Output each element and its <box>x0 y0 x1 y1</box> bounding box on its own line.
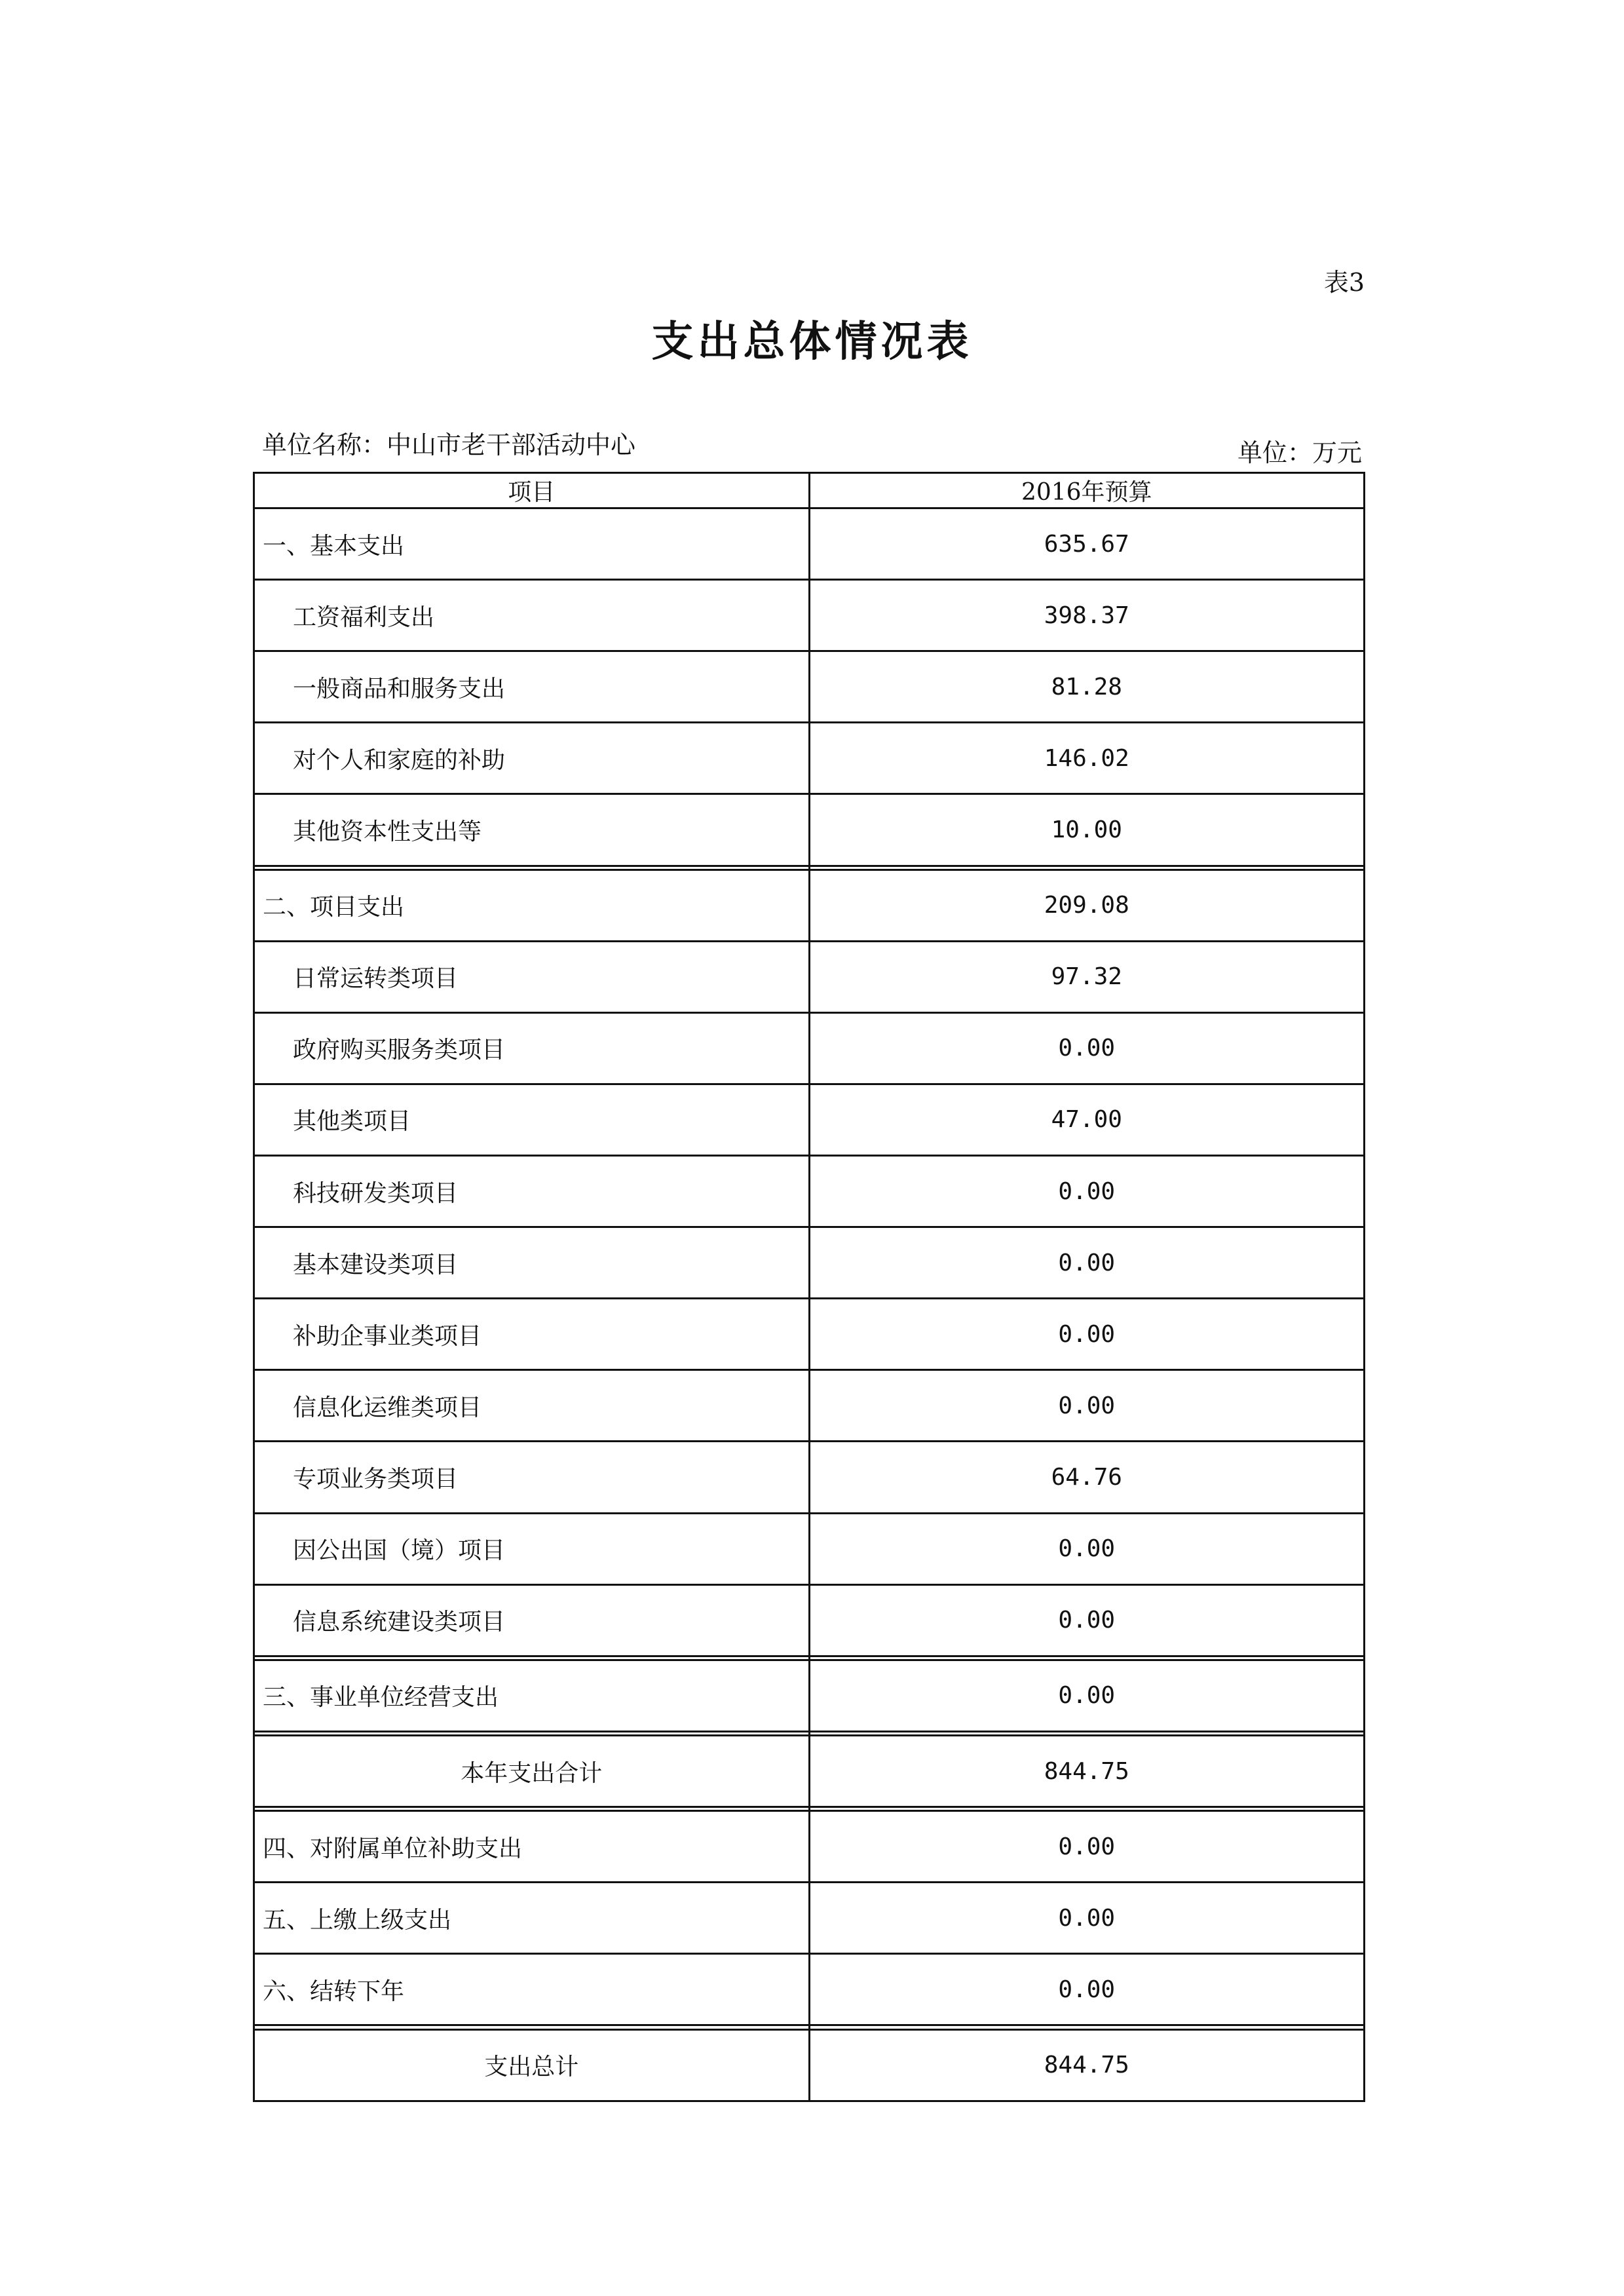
row-label: 其他类项目 <box>254 1084 810 1155</box>
row-label: 四、对附属单位补助支出 <box>254 1811 810 1883</box>
table-row <box>254 1227 1365 1299</box>
row-label: 二、项目支出 <box>254 870 810 941</box>
row-label: 信息化运维类项目 <box>254 1370 810 1442</box>
row-value: 0.00 <box>809 1584 1365 1656</box>
row-value: 209.08 <box>809 870 1365 941</box>
row-value: 0.00 <box>809 1513 1365 1584</box>
row-label: 基本建设类项目 <box>254 1227 810 1299</box>
table-row <box>254 2029 1365 2101</box>
row-value: 0.00 <box>809 1299 1365 1370</box>
table-row <box>254 723 1365 794</box>
row-value: 10.00 <box>809 794 1365 866</box>
row-label: 补助企事业类项目 <box>254 1299 810 1370</box>
table-row <box>254 1811 1365 1883</box>
row-value: 146.02 <box>809 723 1365 794</box>
table-row <box>254 580 1365 651</box>
table-row <box>254 794 1365 866</box>
row-label: 科技研发类项目 <box>254 1156 810 1227</box>
column-header-item: 项目 <box>254 473 810 508</box>
expenditure-table <box>253 472 1365 2102</box>
row-label: 三、事业单位经营支出 <box>254 1660 810 1731</box>
table-header-row <box>254 473 1365 508</box>
table-row <box>254 1660 1365 1731</box>
row-label: 六、结转下年 <box>254 1954 810 2025</box>
row-label: 因公出国（境）项目 <box>254 1513 810 1584</box>
table-row <box>254 1442 1365 1513</box>
table-row <box>254 1736 1365 1807</box>
page-title: 支出总体情况表 <box>651 317 973 366</box>
row-value: 97.32 <box>809 941 1365 1012</box>
table-row <box>254 651 1365 723</box>
row-label: 支出总计 <box>254 2029 810 2101</box>
table-row <box>254 941 1365 1012</box>
table-row <box>254 1513 1365 1584</box>
unit-name: 单位名称：中山市老干部活动中心 <box>262 430 636 459</box>
table-row <box>254 1012 1365 1084</box>
table-row <box>254 1299 1365 1370</box>
row-value: 0.00 <box>809 1883 1365 1954</box>
table-row <box>254 870 1365 941</box>
table-row <box>254 1954 1365 2025</box>
row-label: 专项业务类项目 <box>254 1442 810 1513</box>
table-number: 表3 <box>1323 268 1365 297</box>
table-row <box>254 1584 1365 1656</box>
table-row <box>254 1883 1365 1954</box>
row-value: 844.75 <box>809 1736 1365 1807</box>
row-label: 一、基本支出 <box>254 508 810 580</box>
row-label: 日常运转类项目 <box>254 941 810 1012</box>
row-label: 本年支出合计 <box>254 1736 810 1807</box>
row-value: 635.67 <box>809 508 1365 580</box>
row-label: 工资福利支出 <box>254 580 810 651</box>
row-value: 47.00 <box>809 1084 1365 1155</box>
row-value: 0.00 <box>809 1811 1365 1883</box>
row-value: 0.00 <box>809 1227 1365 1299</box>
row-label: 政府购买服务类项目 <box>254 1012 810 1084</box>
row-value: 398.37 <box>809 580 1365 651</box>
row-value: 0.00 <box>809 1660 1365 1731</box>
table-row <box>254 1084 1365 1155</box>
row-label: 信息系统建设类项目 <box>254 1584 810 1656</box>
table-row <box>254 1156 1365 1227</box>
table-row <box>254 1370 1365 1442</box>
row-label: 五、上缴上级支出 <box>254 1883 810 1954</box>
row-value: 0.00 <box>809 1954 1365 2025</box>
table-body <box>254 508 1365 2101</box>
row-value: 81.28 <box>809 651 1365 723</box>
table-row <box>254 508 1365 580</box>
row-label: 其他资本性支出等 <box>254 794 810 866</box>
row-value: 0.00 <box>809 1370 1365 1442</box>
row-value: 0.00 <box>809 1012 1365 1084</box>
row-value: 844.75 <box>809 2029 1365 2101</box>
row-value: 0.00 <box>809 1156 1365 1227</box>
column-header-budget: 2016年预算 <box>809 473 1365 508</box>
currency-unit: 单位：万元 <box>1237 438 1362 467</box>
row-label: 一般商品和服务支出 <box>254 651 810 723</box>
row-label: 对个人和家庭的补助 <box>254 723 810 794</box>
row-value: 64.76 <box>809 1442 1365 1513</box>
